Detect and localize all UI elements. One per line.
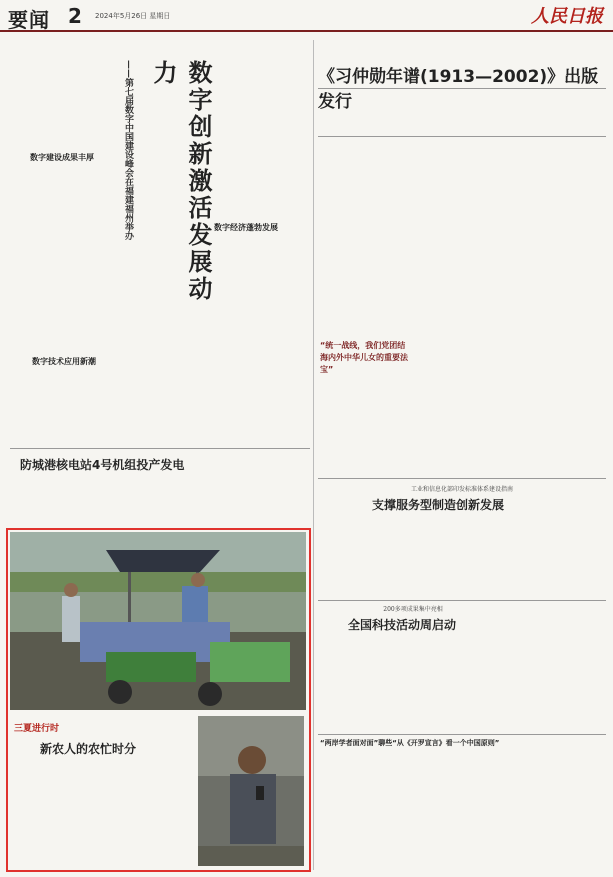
xi-book-body-col3 [512,142,604,472]
science-body [320,634,604,730]
page-number: 2 [68,4,82,28]
digital-article-body-left [14,46,119,146]
issue-date: 2024年5月26日 星期日 [95,12,171,20]
industry-top-rule [318,478,606,479]
masthead-logo: 人民日报 [531,6,603,27]
industry-body [320,516,604,596]
digital-article-body-mid-2 [198,236,308,442]
farm-photo-rice-transplanter [10,532,306,710]
digital-subheadline: ——第七届数字中国建设峰会在福建福州举办 [123,60,133,240]
section-name: 要闻 [8,8,50,32]
digital-article-body-left-2 [14,166,119,352]
digital-subhead-3: 数字经济蓬勃发展 [214,223,278,232]
nuclear-top-rule [10,448,310,449]
column-divider [313,40,314,870]
farm-photo-farmer-phone [198,716,304,866]
digital-article-body-left-3 [14,370,119,442]
page-header [0,0,613,32]
digital-article-body-mid [198,46,308,216]
farm-body [16,760,194,850]
science-kicker: 200多项成果集中亮相 [383,606,443,613]
xi-book-body [320,94,604,130]
nuclear-body [16,476,306,520]
scholars-headline: “两岸学者面对面”聊些“从《开罗宣言》看一个中国原则” [320,739,500,747]
scholars-body [320,752,604,868]
xi-book-rule [318,88,606,89]
digital-subhead-2: 数字技术应用新潮 [32,357,96,366]
science-headline: 全国科技活动周启动 [348,618,457,632]
industry-headline: 支撑服务型制造创新发展 [372,498,505,512]
farm-headline: 新农人的农忙时分 [40,742,137,756]
industry-kicker: 工业和信息化部印发标准体系建设指南 [410,486,513,493]
xi-book-rule-2 [318,136,606,137]
xi-book-headline: 《习仲勋年谱(1913—2002)》出版发行 [318,67,599,112]
science-top-rule [318,600,606,601]
digital-subhead-1: 数字建设成果丰厚 [30,153,94,162]
xi-book-body-col1-2 [320,390,410,472]
farm-caption [16,852,194,866]
digital-headline: 数字创新激活发展动力 [149,60,212,303]
farm-kicker: 三夏进行时 [14,724,60,734]
farm-kicker-bar [14,716,194,734]
nuclear-headline: 防城港核电站4号机组投产发电 [20,458,185,472]
xi-book-side-quote: “统一战线，我们党团结海内外中华儿女的重要法宝” [320,341,408,374]
xi-book-body-col2 [416,142,506,472]
scholars-top-rule [318,734,606,735]
xi-book-body-col1 [320,142,410,332]
